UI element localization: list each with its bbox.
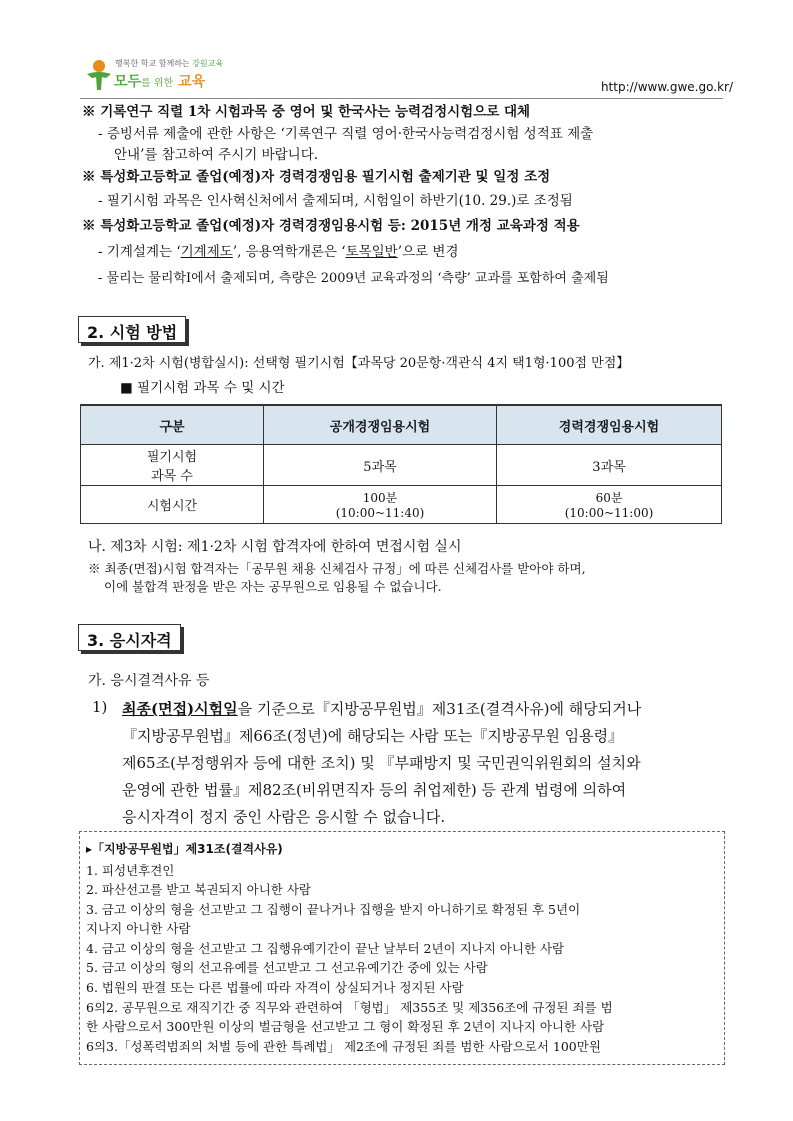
note-3-line-b: - 물리는 물리학Ⅰ에서 출제되며, 측량은 2009년 교육과정의 ‘측량’ 교과를 포함하여 출제됨: [98, 271, 609, 286]
law-line: 1. 피성년후견인: [86, 863, 175, 878]
section-2-bullet: ■ 필기시험 과목 수 및 시간: [120, 380, 285, 396]
table-header-cell: 구분: [81, 405, 264, 445]
exam-table: [80, 404, 722, 524]
note-1-line-2: 안내’를 참고하여 주시기 바랍니다.: [114, 147, 319, 163]
law-line: 5. 금고 이상의 형의 선고유예를 선고받고 그 선고유예기간 중에 있는 사람: [86, 960, 488, 975]
header-divider: [80, 98, 723, 99]
section-3-ga: 가. 응시결격사유 등: [88, 673, 210, 689]
law-line: 지나지 아니한 사람: [86, 921, 191, 936]
section-2-na: 나. 제3차 시험: 제1·2차 시험 합격자에 한하여 면접시험 실시: [88, 539, 462, 555]
section-2-note-1: ※ 최종(면접)시험 합격자는「공무원 채용 신체검사 규정」에 따른 신체검사를 받아야 하며,: [88, 561, 586, 576]
law-line: 4. 금고 이상의 형을 선고받고 그 집행유예기간이 끝난 날부터 2년이 지나지 아니한 사람: [86, 941, 565, 956]
table-cell: 60분 (10:00~11:00): [497, 486, 722, 524]
section-3-item-line-5: 응시자격이 정지 중인 사람은 응시할 수 없습니다.: [122, 808, 446, 826]
note-3-line-a: - 기계설계는 ‘기계제도’, 응용역학개론은 ‘토목일반’으로 변경: [98, 244, 459, 260]
note-1-heading: ※ 기록연구 직렬 1차 시험과목 중 영어 및 한국사는 능력검정시험으로 대체: [82, 104, 531, 120]
law-line: 6의2. 공무원으로 재직기간 중 직무와 관련하여 「형법」 제355조 및 제356조에 규정된 죄를 범: [86, 1000, 613, 1015]
note-2-line-1: - 필기시험 과목은 인사혁신처에서 출제되며, 시험일이 하반기(10. 29.)로 조정됨: [98, 193, 573, 209]
section-3-item-line-3: 제65조(부정행위자 등에 대한 조치) 및 『부패방지 및 국민권익위원회의 설치와: [122, 754, 641, 772]
table-header-cell: 공개경쟁임용시험: [264, 405, 497, 445]
table-cell: 시험시간: [81, 486, 264, 524]
note-3-heading: ※ 특성화고등학교 졸업(예정)자 경력경쟁임용시험 등: 2015년 개정 교육과정 적용: [82, 218, 580, 234]
law-line: 3. 금고 이상의 형을 선고받고 그 집행이 끝나거나 집행을 받지 아니하기로 확정된 후 5년이: [86, 902, 581, 917]
law-box-title: ▸「지방공무원법」제31조(결격사유): [86, 842, 283, 856]
law-line: 6의3.「성폭력범죄의 처벌 등에 관한 특례법」 제2조에 규정된 죄를 범한 사람으로서 100만원: [86, 1039, 601, 1054]
section-3-item-line-4: 운영에 관한 법률』제82조(비위면직자 등의 취업제한) 등 관계 법령에 의하여: [122, 781, 627, 799]
table-row: [81, 486, 722, 524]
table-header-row: [81, 405, 722, 445]
header-url[interactable]: http://www.gwe.go.kr/: [600, 80, 733, 94]
table-header-cell: 경력경쟁임용시험: [497, 405, 722, 445]
note-2-heading: ※ 특성화고등학교 졸업(예정)자 경력경쟁임용 필기시험 출제기관 및 일정 조정: [82, 169, 551, 185]
table-row: [81, 445, 722, 486]
section-2-note-2: 이에 불합격 판정을 받은 자는 공무원으로 임용될 수 없습니다.: [104, 579, 442, 594]
note-1-line-1: - 증빙서류 제출에 관한 사항은 ‘기록연구 직렬 영어·한국사능력검정시험 성적표 제출: [98, 126, 594, 142]
section-3-title: 3. 응시자격: [78, 624, 181, 651]
table-cell: 100분 (10:00~11:40): [264, 486, 497, 524]
section-3-item-line-1: 최종(면접)시험일을 기준으로『지방공무원법』제31조(결격사유)에 해당되거나: [122, 700, 642, 718]
law-line: 2. 파산선고를 받고 복권되지 아니한 사람: [86, 882, 311, 897]
table-cell: 5과목: [264, 445, 497, 486]
logo-icon: [84, 58, 114, 92]
section-2-title: 2. 시험 방법: [78, 316, 186, 343]
logo-title: 모두를 위한 교육: [114, 74, 206, 90]
logo-tagline: 행복한 학교 함께하는 강원교육: [115, 59, 224, 68]
section-3-item-number: 1): [92, 698, 108, 716]
section-3-item-line-2: 『지방공무원법』제66조(정년)에 해당되는 사람 또는『지방공무원 임용령』: [122, 727, 624, 745]
law-line: 6. 법원의 판결 또는 다른 법률에 따라 자격이 상실되거나 정지된 사람: [86, 980, 464, 995]
law-line: 한 사람으로서 300만원 이상의 벌금형을 선고받고 그 형이 확정된 후 2년이 지나지 아니한 사람: [86, 1019, 605, 1034]
section-2-ga: 가. 제1·2차 시험(병합실시): 선택형 필기시험【과목당 20문항·객관식 4지 택1형·100점 만점】: [88, 356, 630, 371]
table-cell: 필기시험 과목 수: [81, 445, 264, 486]
table-cell: 3과목: [497, 445, 722, 486]
